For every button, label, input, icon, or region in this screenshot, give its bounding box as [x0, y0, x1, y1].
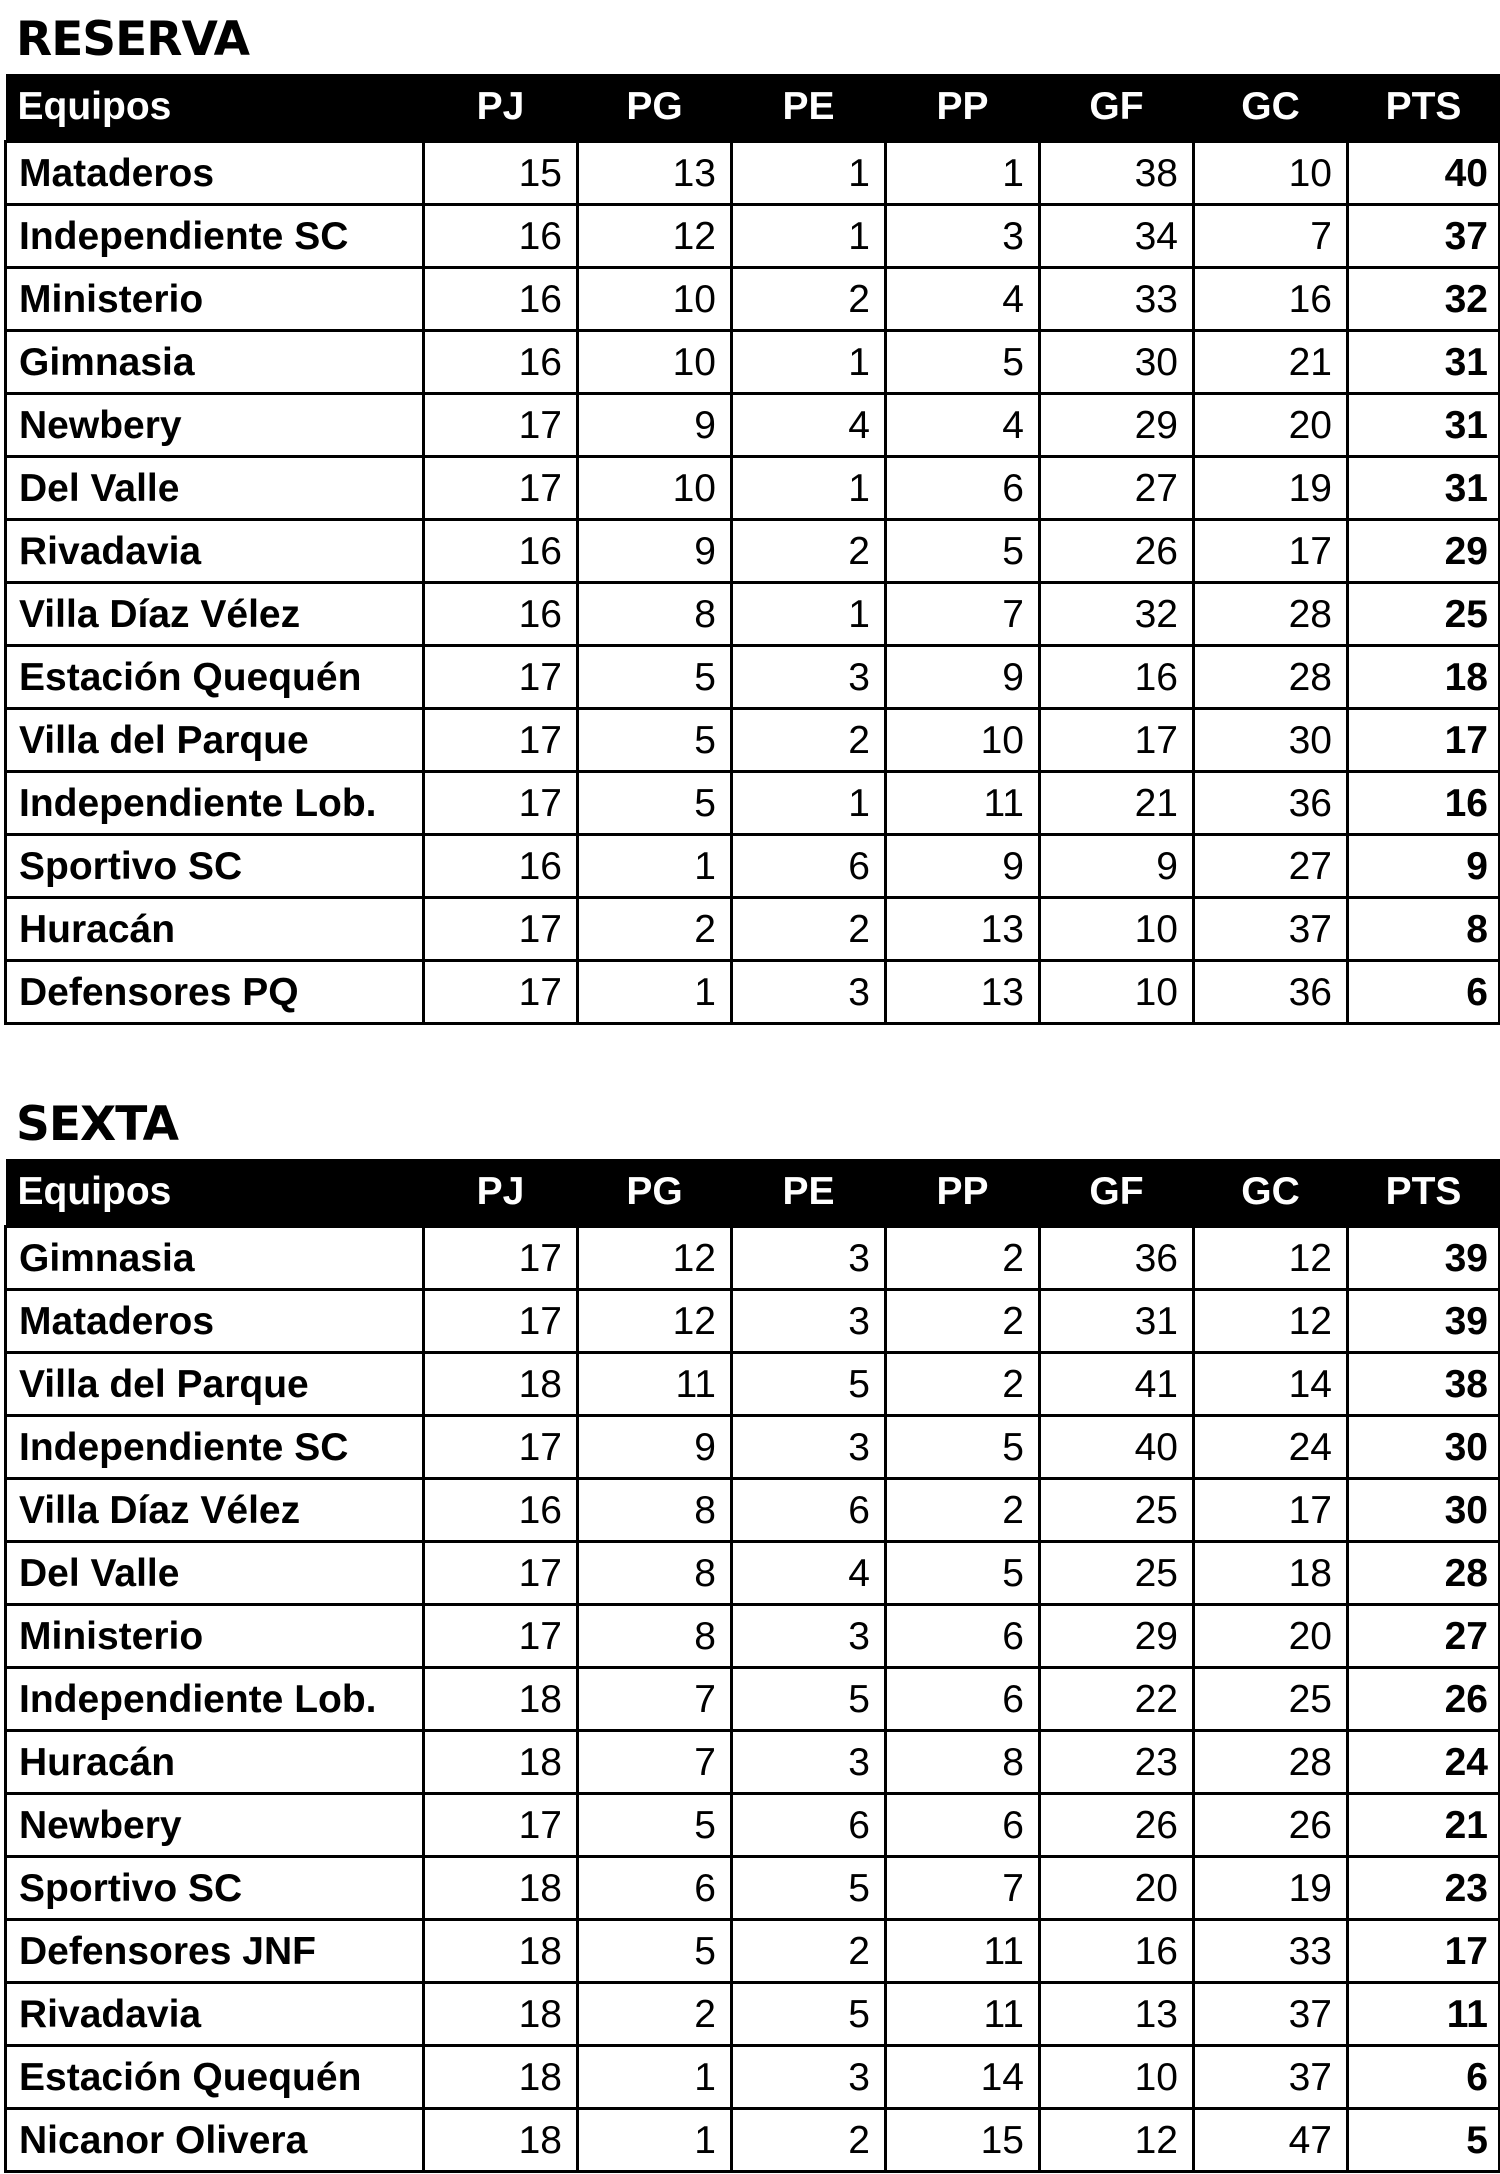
stat-cell-pg: 5: [578, 646, 732, 709]
stat-cell-pp: 5: [886, 1416, 1040, 1479]
stat-cell-gc: 16: [1194, 268, 1348, 331]
stat-cell-gf: 21: [1040, 772, 1194, 835]
standings-table: [4, 74, 1500, 1025]
stat-cell-pj: 17: [424, 961, 578, 1024]
stat-cell-pp: 4: [886, 268, 1040, 331]
team-name-cell: Ministerio: [6, 1605, 424, 1668]
stat-cell-pj: 18: [424, 1731, 578, 1794]
stat-cell-pj: 17: [424, 1542, 578, 1605]
stat-cell-pts: 27: [1348, 1605, 1500, 1668]
stat-cell-pp: 5: [886, 331, 1040, 394]
stat-cell-pp: 14: [886, 2046, 1040, 2109]
stat-cell-pts: 6: [1348, 2046, 1500, 2109]
table-row: [6, 1731, 1500, 1794]
stat-cell-pj: 17: [424, 1605, 578, 1668]
stat-cell-pg: 9: [578, 520, 732, 583]
stat-cell-gc: 27: [1194, 835, 1348, 898]
stat-cell-gc: 47: [1194, 2109, 1348, 2172]
stat-cell-pts: 17: [1348, 1920, 1500, 1983]
stat-cell-pe: 1: [732, 583, 886, 646]
stat-cell-pp: 11: [886, 1983, 1040, 2046]
stat-cell-gc: 25: [1194, 1668, 1348, 1731]
stat-cell-pg: 11: [578, 1353, 732, 1416]
stat-cell-pp: 13: [886, 961, 1040, 1024]
stat-cell-pe: 4: [732, 1542, 886, 1605]
stat-cell-gc: 14: [1194, 1353, 1348, 1416]
stat-cell-pp: 5: [886, 520, 1040, 583]
stat-cell-pe: 2: [732, 709, 886, 772]
table-row: [6, 1983, 1500, 2046]
stat-cell-pj: 16: [424, 331, 578, 394]
stat-cell-pg: 2: [578, 898, 732, 961]
table-row: [6, 898, 1500, 961]
team-name-cell: Mataderos: [6, 1290, 424, 1353]
team-name-cell: Del Valle: [6, 1542, 424, 1605]
column-header-gf: GF: [1040, 1159, 1194, 1227]
stat-cell-pts: 26: [1348, 1668, 1500, 1731]
column-header-pg: PG: [578, 74, 732, 142]
sexta-section: [4, 1085, 1498, 2173]
table-row: [6, 1668, 1500, 1731]
stat-cell-pj: 18: [424, 1920, 578, 1983]
team-name-cell: Sportivo SC: [6, 835, 424, 898]
team-name-cell: Estación Quequén: [6, 646, 424, 709]
stat-cell-gf: 10: [1040, 2046, 1194, 2109]
stat-cell-pe: 2: [732, 520, 886, 583]
stat-cell-gc: 24: [1194, 1416, 1348, 1479]
stat-cell-pg: 5: [578, 709, 732, 772]
table-row: [6, 1920, 1500, 1983]
stat-cell-pe: 3: [732, 1731, 886, 1794]
team-name-cell: Sportivo SC: [6, 1857, 424, 1920]
team-name-cell: Rivadavia: [6, 1983, 424, 2046]
stat-cell-pj: 17: [424, 457, 578, 520]
stat-cell-pj: 17: [424, 772, 578, 835]
stat-cell-pe: 3: [732, 1227, 886, 1290]
table-row: [6, 205, 1500, 268]
team-name-cell: Del Valle: [6, 457, 424, 520]
stat-cell-gf: 29: [1040, 394, 1194, 457]
table-row: [6, 583, 1500, 646]
stat-cell-pp: 9: [886, 835, 1040, 898]
stat-cell-pg: 8: [578, 1542, 732, 1605]
stat-cell-gc: 7: [1194, 205, 1348, 268]
column-header-pj: PJ: [424, 74, 578, 142]
column-header-pp: PP: [886, 74, 1040, 142]
stat-cell-pe: 3: [732, 2046, 886, 2109]
stat-cell-gf: 29: [1040, 1605, 1194, 1668]
table-row: [6, 142, 1500, 205]
stat-cell-pp: 1: [886, 142, 1040, 205]
stat-cell-pj: 17: [424, 709, 578, 772]
stat-cell-pg: 8: [578, 1479, 732, 1542]
stat-cell-pts: 30: [1348, 1416, 1500, 1479]
column-header-team: Equipos: [6, 1159, 424, 1227]
stat-cell-pe: 4: [732, 394, 886, 457]
stat-cell-gc: 21: [1194, 331, 1348, 394]
stat-cell-gf: 13: [1040, 1983, 1194, 2046]
header-row: [6, 74, 1500, 142]
stat-cell-pj: 18: [424, 1857, 578, 1920]
stat-cell-pe: 3: [732, 646, 886, 709]
table-row: [6, 709, 1500, 772]
stat-cell-pe: 2: [732, 898, 886, 961]
stat-cell-pg: 1: [578, 2109, 732, 2172]
stat-cell-pe: 2: [732, 2109, 886, 2172]
stat-cell-pe: 1: [732, 457, 886, 520]
stat-cell-gf: 16: [1040, 646, 1194, 709]
stat-cell-pj: 18: [424, 1983, 578, 2046]
stat-cell-pe: 6: [732, 1479, 886, 1542]
stat-cell-pj: 18: [424, 1353, 578, 1416]
stat-cell-pg: 12: [578, 1227, 732, 1290]
stat-cell-gc: 18: [1194, 1542, 1348, 1605]
stat-cell-pp: 10: [886, 709, 1040, 772]
team-name-cell: Rivadavia: [6, 520, 424, 583]
stat-cell-pe: 5: [732, 1353, 886, 1416]
stat-cell-pe: 6: [732, 835, 886, 898]
stat-cell-gc: 26: [1194, 1794, 1348, 1857]
stat-cell-pp: 8: [886, 1731, 1040, 1794]
table-row: [6, 772, 1500, 835]
stat-cell-gc: 28: [1194, 646, 1348, 709]
stat-cell-pe: 1: [732, 331, 886, 394]
stat-cell-pp: 7: [886, 1857, 1040, 1920]
team-name-cell: Villa Díaz Vélez: [6, 583, 424, 646]
stat-cell-pts: 39: [1348, 1290, 1500, 1353]
stat-cell-pj: 16: [424, 835, 578, 898]
stat-cell-pp: 15: [886, 2109, 1040, 2172]
stat-cell-gf: 36: [1040, 1227, 1194, 1290]
stat-cell-pe: 1: [732, 205, 886, 268]
team-name-cell: Defensores JNF: [6, 1920, 424, 1983]
stat-cell-pts: 18: [1348, 646, 1500, 709]
stat-cell-pts: 39: [1348, 1227, 1500, 1290]
stat-cell-gf: 25: [1040, 1542, 1194, 1605]
stat-cell-gf: 23: [1040, 1731, 1194, 1794]
header-row: [6, 1159, 1500, 1227]
stat-cell-pp: 2: [886, 1290, 1040, 1353]
table-row: [6, 1542, 1500, 1605]
stat-cell-pe: 5: [732, 1668, 886, 1731]
stat-cell-pts: 31: [1348, 331, 1500, 394]
table-row: [6, 1416, 1500, 1479]
stat-cell-pts: 32: [1348, 268, 1500, 331]
stat-cell-pp: 11: [886, 772, 1040, 835]
stat-cell-pj: 17: [424, 898, 578, 961]
stat-cell-gf: 27: [1040, 457, 1194, 520]
stat-cell-pe: 5: [732, 1857, 886, 1920]
stat-cell-pg: 1: [578, 835, 732, 898]
stat-cell-gf: 26: [1040, 1794, 1194, 1857]
stat-cell-gf: 9: [1040, 835, 1194, 898]
stat-cell-pe: 5: [732, 1983, 886, 2046]
stat-cell-pg: 7: [578, 1731, 732, 1794]
stat-cell-pg: 10: [578, 457, 732, 520]
stat-cell-pj: 16: [424, 1479, 578, 1542]
stat-cell-pp: 9: [886, 646, 1040, 709]
stat-cell-gc: 36: [1194, 772, 1348, 835]
column-header-pe: PE: [732, 74, 886, 142]
stat-cell-pg: 9: [578, 1416, 732, 1479]
stat-cell-pg: 8: [578, 583, 732, 646]
stat-cell-pe: 3: [732, 1290, 886, 1353]
stat-cell-pts: 21: [1348, 1794, 1500, 1857]
column-header-team: Equipos: [6, 74, 424, 142]
table-row: [6, 520, 1500, 583]
section-title: SEXTA: [16, 1097, 178, 1152]
stat-cell-gf: 38: [1040, 142, 1194, 205]
stat-cell-gf: 26: [1040, 520, 1194, 583]
stat-cell-pe: 3: [732, 1416, 886, 1479]
team-name-cell: Nicanor Olivera: [6, 2109, 424, 2172]
table-row: [6, 1794, 1500, 1857]
stat-cell-gf: 41: [1040, 1353, 1194, 1416]
stat-cell-pg: 8: [578, 1605, 732, 1668]
stat-cell-pp: 5: [886, 1542, 1040, 1605]
stat-cell-pp: 3: [886, 205, 1040, 268]
stat-cell-pg: 12: [578, 1290, 732, 1353]
stat-cell-pe: 1: [732, 142, 886, 205]
team-name-cell: Mataderos: [6, 142, 424, 205]
stat-cell-gc: 17: [1194, 520, 1348, 583]
stat-cell-gc: 19: [1194, 1857, 1348, 1920]
column-header-pp: PP: [886, 1159, 1040, 1227]
stat-cell-pj: 17: [424, 646, 578, 709]
table-row: [6, 2109, 1500, 2172]
reserva-section: [4, 0, 1498, 1025]
stat-cell-pg: 12: [578, 205, 732, 268]
table-row: [6, 457, 1500, 520]
column-header-gc: GC: [1194, 74, 1348, 142]
stat-cell-pts: 17: [1348, 709, 1500, 772]
table-row: [6, 646, 1500, 709]
table-row: [6, 394, 1500, 457]
stat-cell-pts: 11: [1348, 1983, 1500, 2046]
standings-table: [4, 1159, 1500, 2173]
stat-cell-pts: 6: [1348, 961, 1500, 1024]
team-name-cell: Defensores PQ: [6, 961, 424, 1024]
stat-cell-gc: 28: [1194, 1731, 1348, 1794]
stat-cell-gc: 28: [1194, 583, 1348, 646]
stat-cell-pp: 2: [886, 1227, 1040, 1290]
stat-cell-pj: 18: [424, 2046, 578, 2109]
stat-cell-pj: 18: [424, 1668, 578, 1731]
stat-cell-pp: 13: [886, 898, 1040, 961]
stat-cell-pts: 16: [1348, 772, 1500, 835]
stat-cell-gc: 20: [1194, 394, 1348, 457]
column-header-gc: GC: [1194, 1159, 1348, 1227]
stat-cell-pg: 13: [578, 142, 732, 205]
stat-cell-pj: 16: [424, 268, 578, 331]
stat-cell-gf: 40: [1040, 1416, 1194, 1479]
stat-cell-pe: 3: [732, 1605, 886, 1668]
stat-cell-pe: 2: [732, 1920, 886, 1983]
column-header-pts: PTS: [1348, 1159, 1500, 1227]
team-name-cell: Independiente SC: [6, 205, 424, 268]
stat-cell-gf: 22: [1040, 1668, 1194, 1731]
stat-cell-pp: 6: [886, 1794, 1040, 1857]
stat-cell-pts: 29: [1348, 520, 1500, 583]
stat-cell-pts: 31: [1348, 457, 1500, 520]
stat-cell-pj: 17: [424, 1290, 578, 1353]
stat-cell-pts: 23: [1348, 1857, 1500, 1920]
stat-cell-pg: 10: [578, 268, 732, 331]
stat-cell-pp: 7: [886, 583, 1040, 646]
stat-cell-pp: 4: [886, 394, 1040, 457]
team-name-cell: Huracán: [6, 1731, 424, 1794]
stat-cell-gc: 33: [1194, 1920, 1348, 1983]
stat-cell-pts: 5: [1348, 2109, 1500, 2172]
stat-cell-gc: 37: [1194, 2046, 1348, 2109]
stat-cell-gc: 36: [1194, 961, 1348, 1024]
stat-cell-gf: 20: [1040, 1857, 1194, 1920]
table-row: [6, 2046, 1500, 2109]
table-row: [6, 1857, 1500, 1920]
table-row: [6, 1605, 1500, 1668]
stat-cell-pj: 16: [424, 205, 578, 268]
stat-cell-pts: 30: [1348, 1479, 1500, 1542]
stat-cell-pp: 6: [886, 457, 1040, 520]
stat-cell-gf: 31: [1040, 1290, 1194, 1353]
stat-cell-gf: 33: [1040, 268, 1194, 331]
column-header-pj: PJ: [424, 1159, 578, 1227]
stat-cell-pj: 16: [424, 583, 578, 646]
stat-cell-pp: 2: [886, 1353, 1040, 1416]
stat-cell-gc: 12: [1194, 1227, 1348, 1290]
stat-cell-pp: 6: [886, 1605, 1040, 1668]
stat-cell-pts: 28: [1348, 1542, 1500, 1605]
stat-cell-pp: 11: [886, 1920, 1040, 1983]
team-name-cell: Gimnasia: [6, 1227, 424, 1290]
stat-cell-gc: 30: [1194, 709, 1348, 772]
team-name-cell: Gimnasia: [6, 331, 424, 394]
stat-cell-pp: 6: [886, 1668, 1040, 1731]
stat-cell-pe: 3: [732, 961, 886, 1024]
team-name-cell: Ministerio: [6, 268, 424, 331]
stat-cell-pg: 9: [578, 394, 732, 457]
column-header-pts: PTS: [1348, 74, 1500, 142]
stat-cell-gf: 32: [1040, 583, 1194, 646]
stat-cell-pj: 15: [424, 142, 578, 205]
team-name-cell: Newbery: [6, 1794, 424, 1857]
stat-cell-pts: 9: [1348, 835, 1500, 898]
table-row: [6, 1227, 1500, 1290]
stat-cell-pg: 5: [578, 1794, 732, 1857]
stat-cell-pg: 10: [578, 331, 732, 394]
stat-cell-pj: 18: [424, 2109, 578, 2172]
stat-cell-pj: 16: [424, 520, 578, 583]
stat-cell-pe: 1: [732, 772, 886, 835]
team-name-cell: Villa del Parque: [6, 1353, 424, 1416]
stat-cell-gc: 37: [1194, 1983, 1348, 2046]
team-name-cell: Huracán: [6, 898, 424, 961]
stat-cell-gc: 37: [1194, 898, 1348, 961]
stat-cell-gf: 10: [1040, 898, 1194, 961]
column-header-pe: PE: [732, 1159, 886, 1227]
team-name-cell: Estación Quequén: [6, 2046, 424, 2109]
stat-cell-pts: 31: [1348, 394, 1500, 457]
table-row: [6, 1290, 1500, 1353]
stat-cell-gf: 12: [1040, 2109, 1194, 2172]
stat-cell-gc: 17: [1194, 1479, 1348, 1542]
stat-cell-pg: 5: [578, 1920, 732, 1983]
team-name-cell: Villa Díaz Vélez: [6, 1479, 424, 1542]
table-row: [6, 835, 1500, 898]
stat-cell-pj: 17: [424, 394, 578, 457]
stat-cell-pp: 2: [886, 1479, 1040, 1542]
stat-cell-pg: 7: [578, 1668, 732, 1731]
stat-cell-gf: 17: [1040, 709, 1194, 772]
table-row: [6, 961, 1500, 1024]
column-header-gf: GF: [1040, 74, 1194, 142]
stat-cell-gc: 10: [1194, 142, 1348, 205]
stat-cell-pts: 24: [1348, 1731, 1500, 1794]
stat-cell-pts: 25: [1348, 583, 1500, 646]
team-name-cell: Independiente Lob.: [6, 1668, 424, 1731]
stat-cell-gf: 10: [1040, 961, 1194, 1024]
table-row: [6, 331, 1500, 394]
stat-cell-pts: 40: [1348, 142, 1500, 205]
stat-cell-pg: 6: [578, 1857, 732, 1920]
team-name-cell: Independiente Lob.: [6, 772, 424, 835]
stat-cell-pe: 2: [732, 268, 886, 331]
stat-cell-pj: 17: [424, 1794, 578, 1857]
stat-cell-pts: 8: [1348, 898, 1500, 961]
team-name-cell: Independiente SC: [6, 1416, 424, 1479]
stat-cell-pg: 2: [578, 1983, 732, 2046]
team-name-cell: Villa del Parque: [6, 709, 424, 772]
stat-cell-pe: 6: [732, 1794, 886, 1857]
stat-cell-pj: 17: [424, 1416, 578, 1479]
stat-cell-pts: 38: [1348, 1353, 1500, 1416]
stat-cell-pj: 17: [424, 1227, 578, 1290]
stat-cell-gf: 34: [1040, 205, 1194, 268]
stat-cell-gf: 16: [1040, 1920, 1194, 1983]
stat-cell-pts: 37: [1348, 205, 1500, 268]
stat-cell-gc: 20: [1194, 1605, 1348, 1668]
stat-cell-pg: 1: [578, 961, 732, 1024]
table-row: [6, 268, 1500, 331]
column-header-pg: PG: [578, 1159, 732, 1227]
stat-cell-gf: 30: [1040, 331, 1194, 394]
stat-cell-pg: 5: [578, 772, 732, 835]
table-row: [6, 1353, 1500, 1416]
team-name-cell: Newbery: [6, 394, 424, 457]
stat-cell-gc: 19: [1194, 457, 1348, 520]
section-title: RESERVA: [16, 12, 250, 67]
table-row: [6, 1479, 1500, 1542]
stat-cell-gc: 12: [1194, 1290, 1348, 1353]
stat-cell-pg: 1: [578, 2046, 732, 2109]
stat-cell-gf: 25: [1040, 1479, 1194, 1542]
